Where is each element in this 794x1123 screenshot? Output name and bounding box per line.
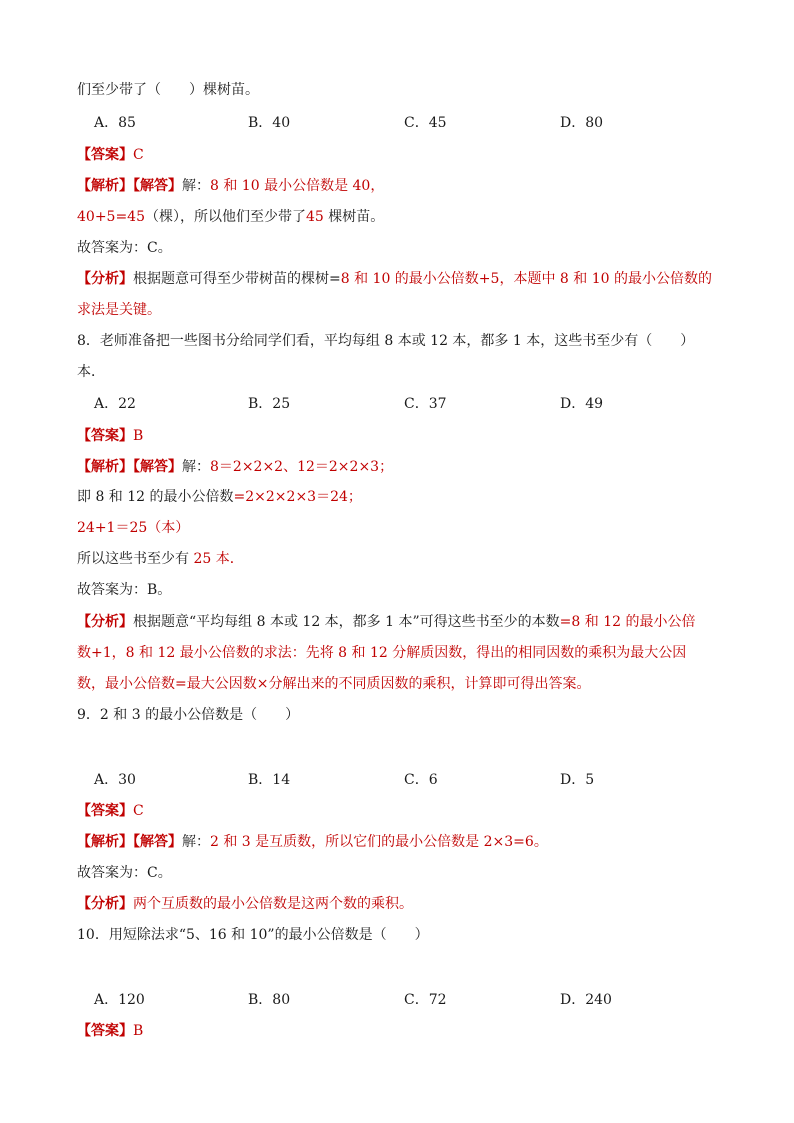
q10-answer (77, 1021, 143, 1041)
q8-fenxi-line-2 (77, 643, 686, 663)
analysis-tag: 【解析】 (77, 834, 133, 850)
answer-tag: 【答案】 (77, 147, 133, 163)
fenxi-text: 两个互质数的最小公倍数是这两个数的乘积。 (133, 896, 413, 912)
q10-stem: 10．用短除法求“5、16 和 10”的最小公倍数是（ ） (77, 927, 429, 943)
solve-text: 25 本． (193, 551, 244, 567)
q8-stem-line-1: 8．老师准备把一些图书分给同学们看，平均每组 8 本或 12 本，都多 1 本，这些书至少有（ ） (77, 333, 695, 349)
answer-tag: 【答案】 (77, 1023, 133, 1039)
q8-answer (77, 426, 143, 446)
solve-text: 24+1＝25（本） (77, 520, 190, 536)
answer-value: C (133, 803, 144, 819)
q7-fenxi-line-2 (77, 300, 161, 320)
fenxi-tag: 【分析】 (77, 896, 133, 912)
solve-prefix: 解： (182, 459, 210, 475)
q7-option-b: B．40 (248, 115, 291, 131)
q7-fenxi-line-1 (77, 269, 712, 289)
q8-fenxi-line-1 (77, 612, 695, 632)
fenxi-tag: 【分析】 (77, 271, 133, 287)
q8-solution-line-4 (77, 549, 244, 569)
q8-solution-line-3 (77, 518, 189, 538)
q9-fenxi-line-1 (77, 894, 413, 914)
solve-text: 。 (533, 834, 548, 850)
analysis-tag: 【解析】 (77, 178, 133, 194)
fenxi-text: 求法是关键。 (77, 302, 161, 318)
solve-text: =2×2×2×3＝24； (233, 489, 362, 505)
q8-option-c: C．37 (404, 396, 447, 412)
solve-text: 45 (306, 209, 324, 225)
fenxi-text: 8 和 10 的最小公倍数+5，本题中 8 和 10 的最小公倍数的 (340, 271, 712, 287)
answer-value: B (133, 1023, 144, 1039)
solve-text: （棵），所以他们至少带了 (145, 209, 306, 225)
q9-conclusion: 故答案为：C。 (77, 865, 172, 881)
q9-option-a: A．30 (94, 772, 136, 788)
answer-value: B (133, 428, 144, 444)
q7-option-c: C．45 (404, 115, 447, 131)
fenxi-text: 根据题意可得至少带树苗的棵树= (133, 271, 341, 287)
q7-stem-continuation: 们至少带了（ ）棵树苗。 (77, 82, 259, 98)
answer-tag: 【答案】 (77, 428, 133, 444)
solve-text: 2×3=6 (483, 834, 534, 850)
q8-solution-line-2 (77, 487, 362, 507)
q8-stem-line-2: 本． (77, 364, 105, 380)
q9-answer (77, 801, 144, 821)
solve-prefix: 解： (182, 178, 210, 194)
q7-answer (77, 145, 144, 165)
q10-option-b: B．80 (248, 992, 291, 1008)
fenxi-text: =8 和 12 的最小公倍 (559, 614, 696, 630)
q8-option-a: A．22 (94, 396, 136, 412)
solve-tag: 【解答】 (133, 178, 182, 194)
answer-value: C (133, 147, 144, 163)
q8-option-b: B．25 (248, 396, 291, 412)
q9-option-b: B．14 (248, 772, 291, 788)
fenxi-tag: 【分析】 (77, 614, 133, 630)
fenxi-text: 数+1，8 和 12 最小公倍数的求法：先将 8 和 12 分解质因数，得出的相同因数的乘积为最大公因 (77, 645, 687, 661)
analysis-tag: 【解析】 (77, 459, 133, 475)
fenxi-text: 数，最小公倍数=最大公因数×分解出来的不同质因数的乘积，计算即可得出答案。 (77, 676, 591, 692)
solve-text: 2 和 3 是互质数，所以它们的最小公倍数是 (210, 834, 484, 850)
solve-tag: 【解答】 (133, 834, 182, 850)
solve-text: 40+5=45 (77, 209, 145, 225)
q9-stem: 9．2 和 3 的最小公倍数是（ ） (77, 707, 300, 723)
q10-option-c: C．72 (404, 992, 447, 1008)
q9-solution-line-1 (77, 832, 548, 852)
q8-solution-line-1 (77, 457, 393, 477)
q9-option-d: D．5 (560, 772, 595, 788)
q8-fenxi-line-3 (77, 674, 590, 694)
solve-text: 棵树苗。 (323, 209, 385, 225)
q7-solution-line-1 (77, 176, 384, 196)
solve-text: 即 8 和 12 的最小公倍数 (77, 489, 234, 505)
solve-prefix: 解： (182, 834, 210, 850)
q10-option-d: D．240 (560, 992, 612, 1008)
q7-option-d: D．80 (560, 115, 604, 131)
solve-text: 所以这些书至少有 (77, 551, 194, 567)
fenxi-text: 根据题意“平均每组 8 本或 12 本，都多 1 本”可得这些书至少的本数 (133, 614, 560, 630)
answer-tag: 【答案】 (77, 803, 133, 819)
q8-conclusion: 故答案为：B。 (77, 582, 172, 598)
q7-solution-line-2 (77, 207, 384, 227)
solve-text: 8 和 10 最小公倍数是 40， (210, 178, 385, 194)
q7-option-a: A．85 (94, 115, 136, 131)
q10-option-a: A．120 (94, 992, 145, 1008)
q7-conclusion: 故答案为：C。 (77, 240, 172, 256)
q8-option-d: D．49 (560, 396, 604, 412)
q9-option-c: C．6 (404, 772, 438, 788)
solve-text: 8＝2×2×2、12＝2×2×3； (210, 459, 394, 475)
solve-tag: 【解答】 (133, 459, 182, 475)
